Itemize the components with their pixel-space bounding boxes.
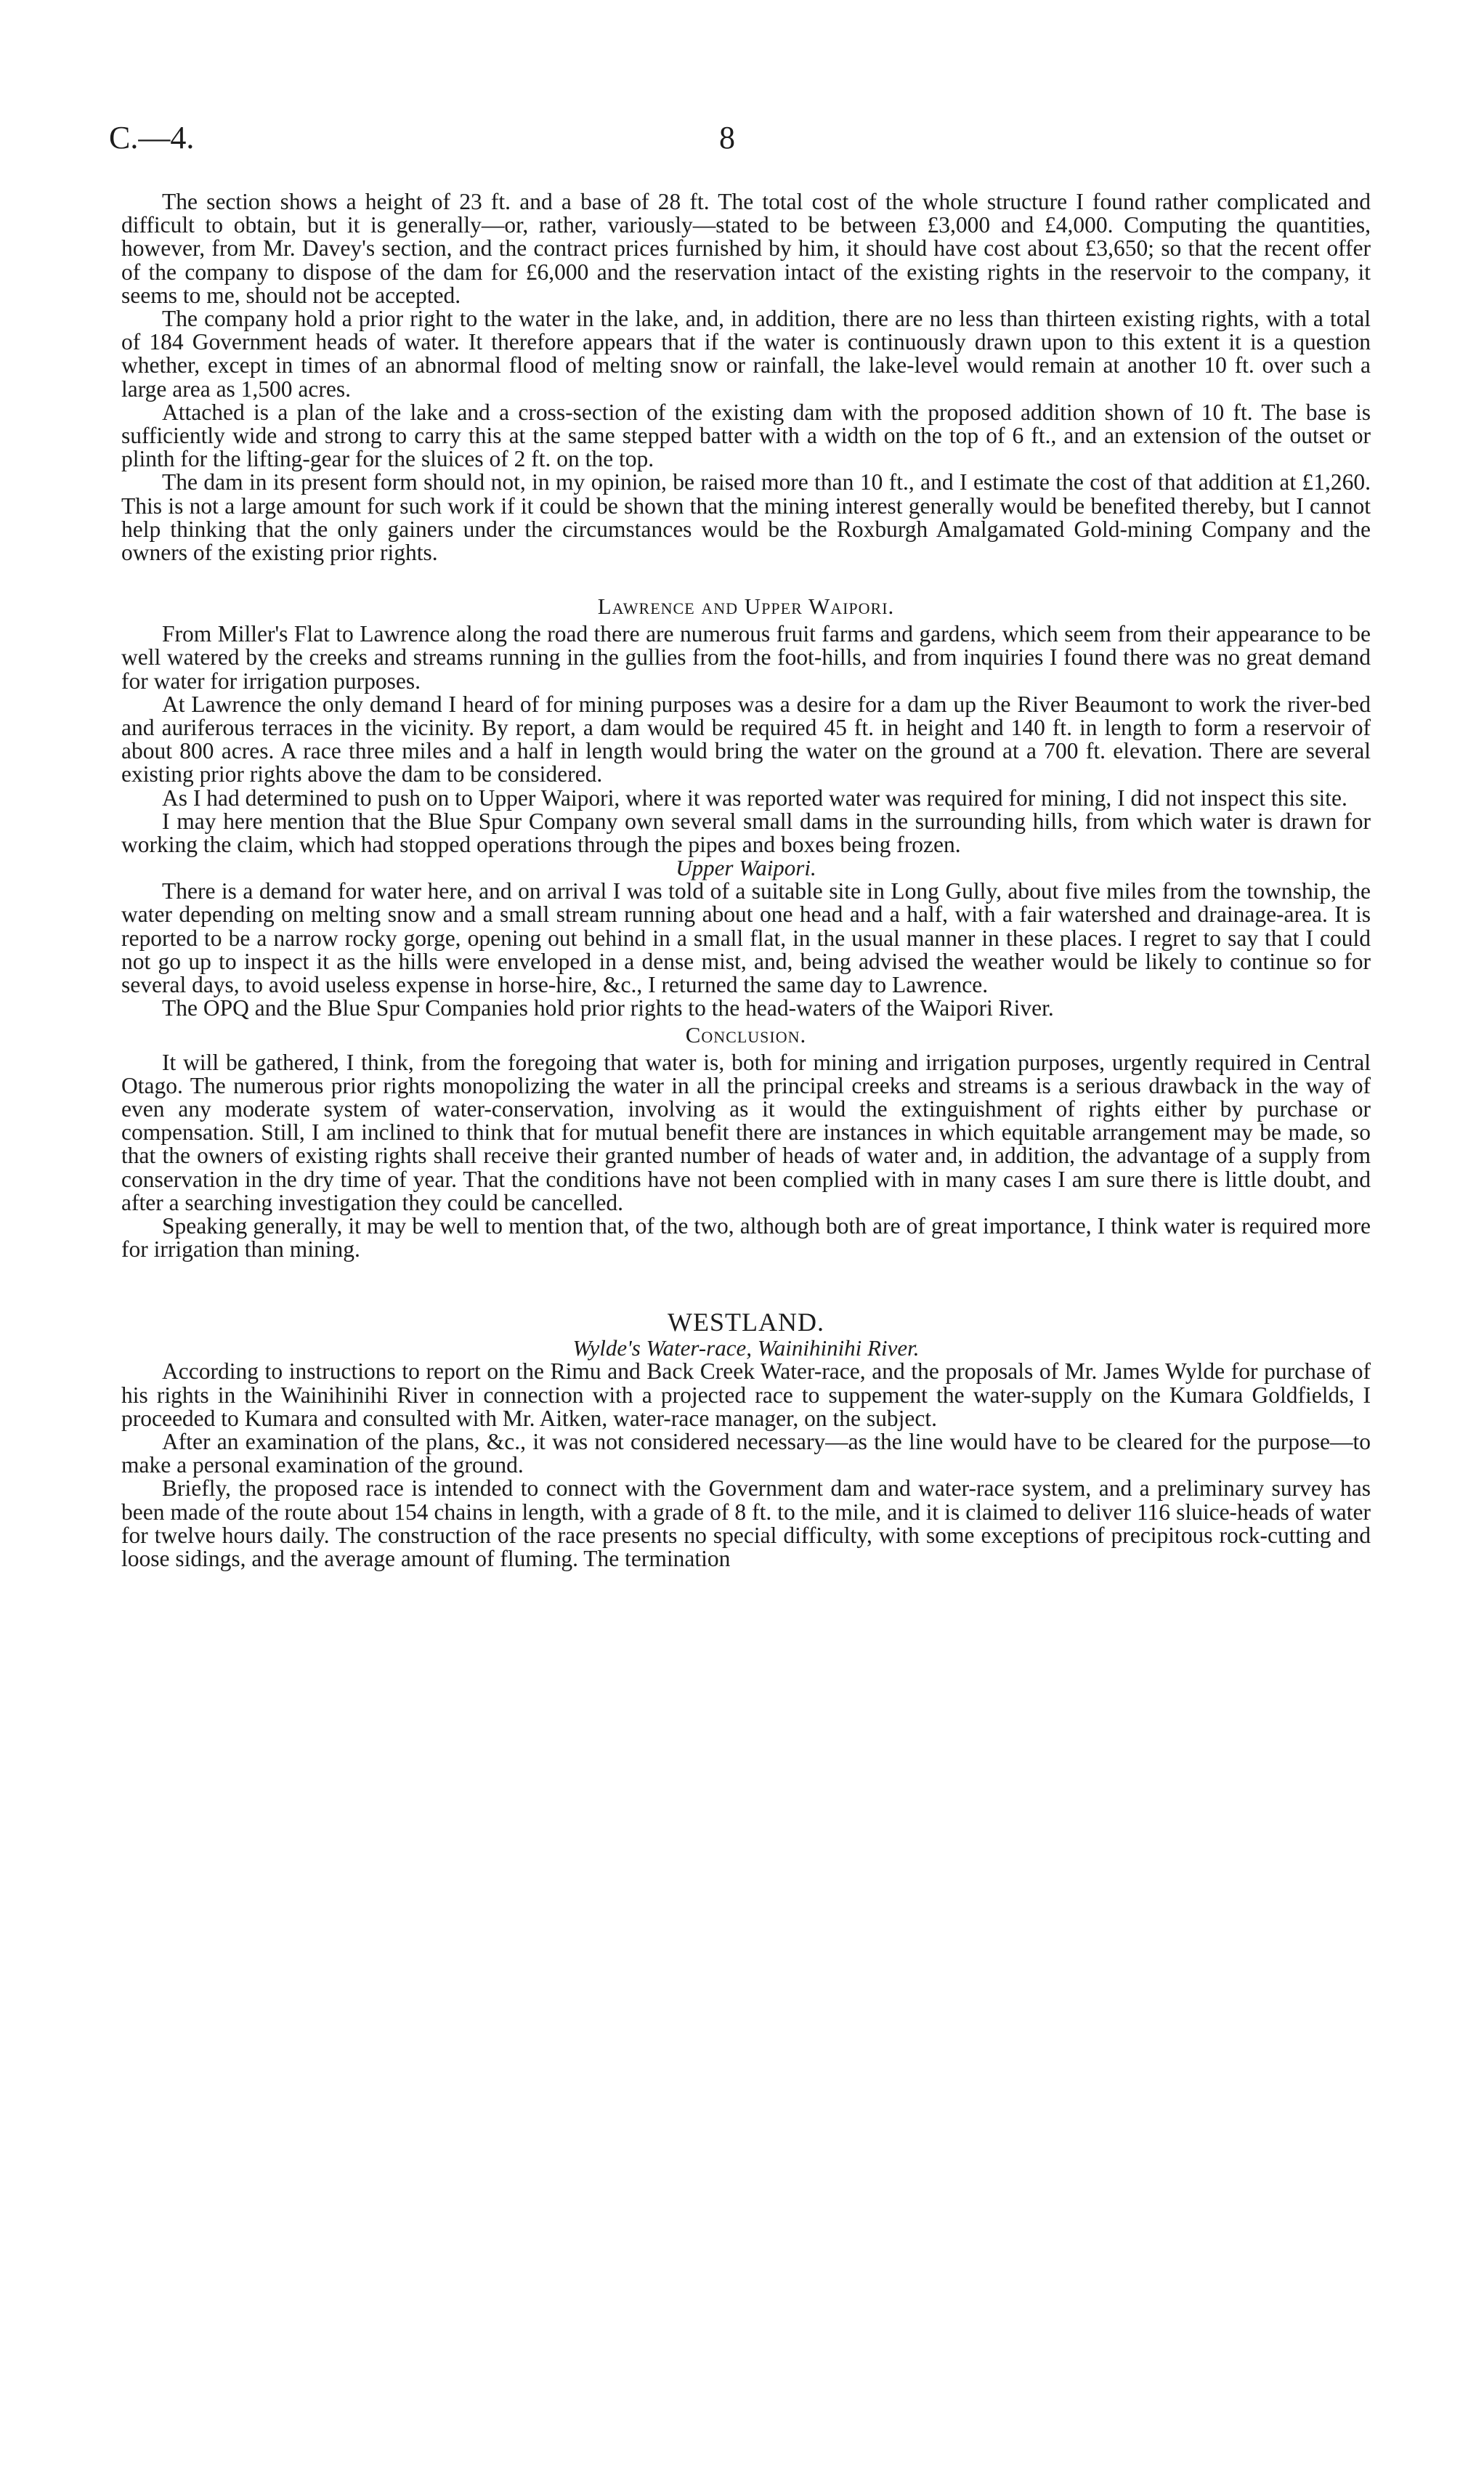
section-heading-conclusion: Conclusion. <box>685 1021 807 1048</box>
paragraph: Speaking generally, it may be well to mention that, of the two, although both are of great importance, I think water is required more for irrigation than mining. <box>121 1212 1371 1263</box>
paragraph: The company hold a prior right to the water in the lake, and, in addition, there are no less than thirteen existing rights, with a total of 184 Government heads of water. It therefore appears that if the water is continuously drawn upon to this extent it is a question whether, except in times of an abnormal flood of melting snow or rainfall, the lake-level would remain at another 10 ft. over such a large area as 1,500 acres. <box>121 306 1371 402</box>
paragraph: According to instructions to report on the Rimu and Back Creek Water-race, and the proposals of Mr. James Wylde for purchase of his rights in the Wainihinihi River in connection with a projected race to suppement the water-supply on the Kumara Goldfields, I proceeded to Kumara and consulted with Mr. Aitken, water-race manager, on the subject. <box>121 1358 1371 1431</box>
document-code: C.—4. <box>109 120 195 155</box>
paragraph: It will be gathered, I think, from the foregoing that water is, both for mining and irrigation purposes, urgently required in Central Otago. The numerous prior rights monopolizing the water in all the principal creeks and streams is a serious drawback in the way of even any moderate system of water-conservation, involving as it would the extinguishment of rights either by purchase or compensation. Still, I am inclined to think that for mutual benefit there are instances in which equitable arrangement may be made, so that the owners of existing rights shall receive their granted number of heads of water and, in addition, the advantage of a supply from conservation in the dry time of year. That the conditions have not been complied with in many cases I am sure there is little doubt, and after a searching investigation they could be cancelled. <box>121 1049 1371 1215</box>
paragraph: I may here mention that the Blue Spur Company own several small dams in the surrounding hills, from which water is drawn for working the claim, which had stopped operations through the pipes and boxes being frozen. <box>121 808 1371 858</box>
section-heading-westland: WESTLAND. <box>668 1308 824 1337</box>
paragraph: As I had determined to push on to Upper Waipori, where it was reported water was required for mining, I did not inspect this site. <box>162 785 1347 811</box>
paragraph: From Miller's Flat to Lawrence along the road there are numerous fruit farms and gardens, which seem from their appearance to be well watered by the creeks and streams running in the gullies from the foot-hills, and from inquiries I found there was no great demand for water for irrigation purposes. <box>121 621 1371 694</box>
page-number: 8 <box>719 120 735 155</box>
paragraph: Briefly, the proposed race is intended to connect with the Government dam and water-race system, and a preliminary survey has been made of the route about 154 chains in length, with a grade of 8 ft. to the mile, and it is claimed to deliver 116 sluice-heads of water for twelve hours daily. The construction of the race presents no special difficulty, with some exceptions of precipitous rock-cutting and loose sidings, and the average amount of fluming. The termination <box>121 1475 1371 1571</box>
section-heading-upper-waipori: Upper Waipori. <box>676 855 816 881</box>
upper-waipori-section <box>121 856 1371 1020</box>
section-heading-lawrence: Lawrence and Upper Waipori. <box>597 593 895 620</box>
section-subheading-wyldes-water-race: Wylde's Water-race, Wainihinihi River. <box>572 1335 920 1361</box>
paragraph: Attached is a plan of the lake and a cross-section of the existing dam with the proposed addition shown of 10 ft. The base is sufficiently wide and strong to carry this at the same stepped batter with a width on the top of 6 ft., and an extension of the outset or plinth for the lifting-gear for the sluices of 2 ft. on the top. <box>121 399 1371 472</box>
paragraph: There is a demand for water here, and on arrival I was told of a suitable site in Long Gully, about five miles from the township, the water depending on melting snow and a small stream running about one head and a half, with a fair watershed and drainage-area. It is reported to be a narrow rocky gorge, opening out behind in a small flat, in the usual manner in these places. I regret to say that I could not go up to inspect it as the hills were enveloped in a dense mist, and, being advised the weather would be likely to continue so for several days, to avoid useless expense in horse-hire, &c., I returned the same day to Lawrence. <box>121 878 1371 998</box>
paragraph: The OPQ and the Blue Spur Companies hold prior rights to the head-waters of the Waipori River. <box>162 995 1054 1021</box>
paragraph: At Lawrence the only demand I heard of for mining purposes was a desire for a dam up the River Beaumont to work the river-bed and auriferous terraces in the vicinity. By report, a dam would be required 45 ft. in height and 140 ft. in length to form a reservoir of about 800 acres. A race three miles and a half in length would bring the water on the ground at a 700 ft. elevation. There are several existing prior rights above the dam to be considered. <box>121 691 1371 787</box>
westland-section <box>121 1308 1371 1571</box>
conclusion-section <box>121 1021 1371 1263</box>
paragraph: After an examination of the plans, &c., it was not considered necessary—as the line would have to be cleared for the purpose—to make a personal examination of the ground. <box>121 1428 1371 1478</box>
paragraph: The section shows a height of 23 ft. and a base of 28 ft. The total cost of the whole structure I found rather complicated and difficult to obtain, but it is generally—or, rather, variously—stated to be between £3,000 and £4,000. Computing the quantities, however, from Mr. Davey's section, and the contract prices furnished by him, it should have cost about £3,650; so that the recent offer of the company to dispose of the dam for £6,000 and the reservation intact of the existing rights in the reservoir to the company, it seems to me, should not be accepted. <box>121 189 1371 308</box>
dam-report-section <box>121 190 1371 564</box>
document-body <box>121 190 1371 1571</box>
page-header <box>0 116 1484 160</box>
paragraph: The dam in its present form should not, in my opinion, be raised more than 10 ft., and I estimate the cost of that addition at £1,260. This is not a large amount for such work if it could be shown that the mining interest generally would be benefited thereby, but I cannot help thinking that the only gainers under the circumstances would be the Roxburgh Amalgamated Gold-mining Company and the owners of the existing prior rights. <box>121 469 1371 566</box>
lawrence-section <box>121 595 1371 856</box>
